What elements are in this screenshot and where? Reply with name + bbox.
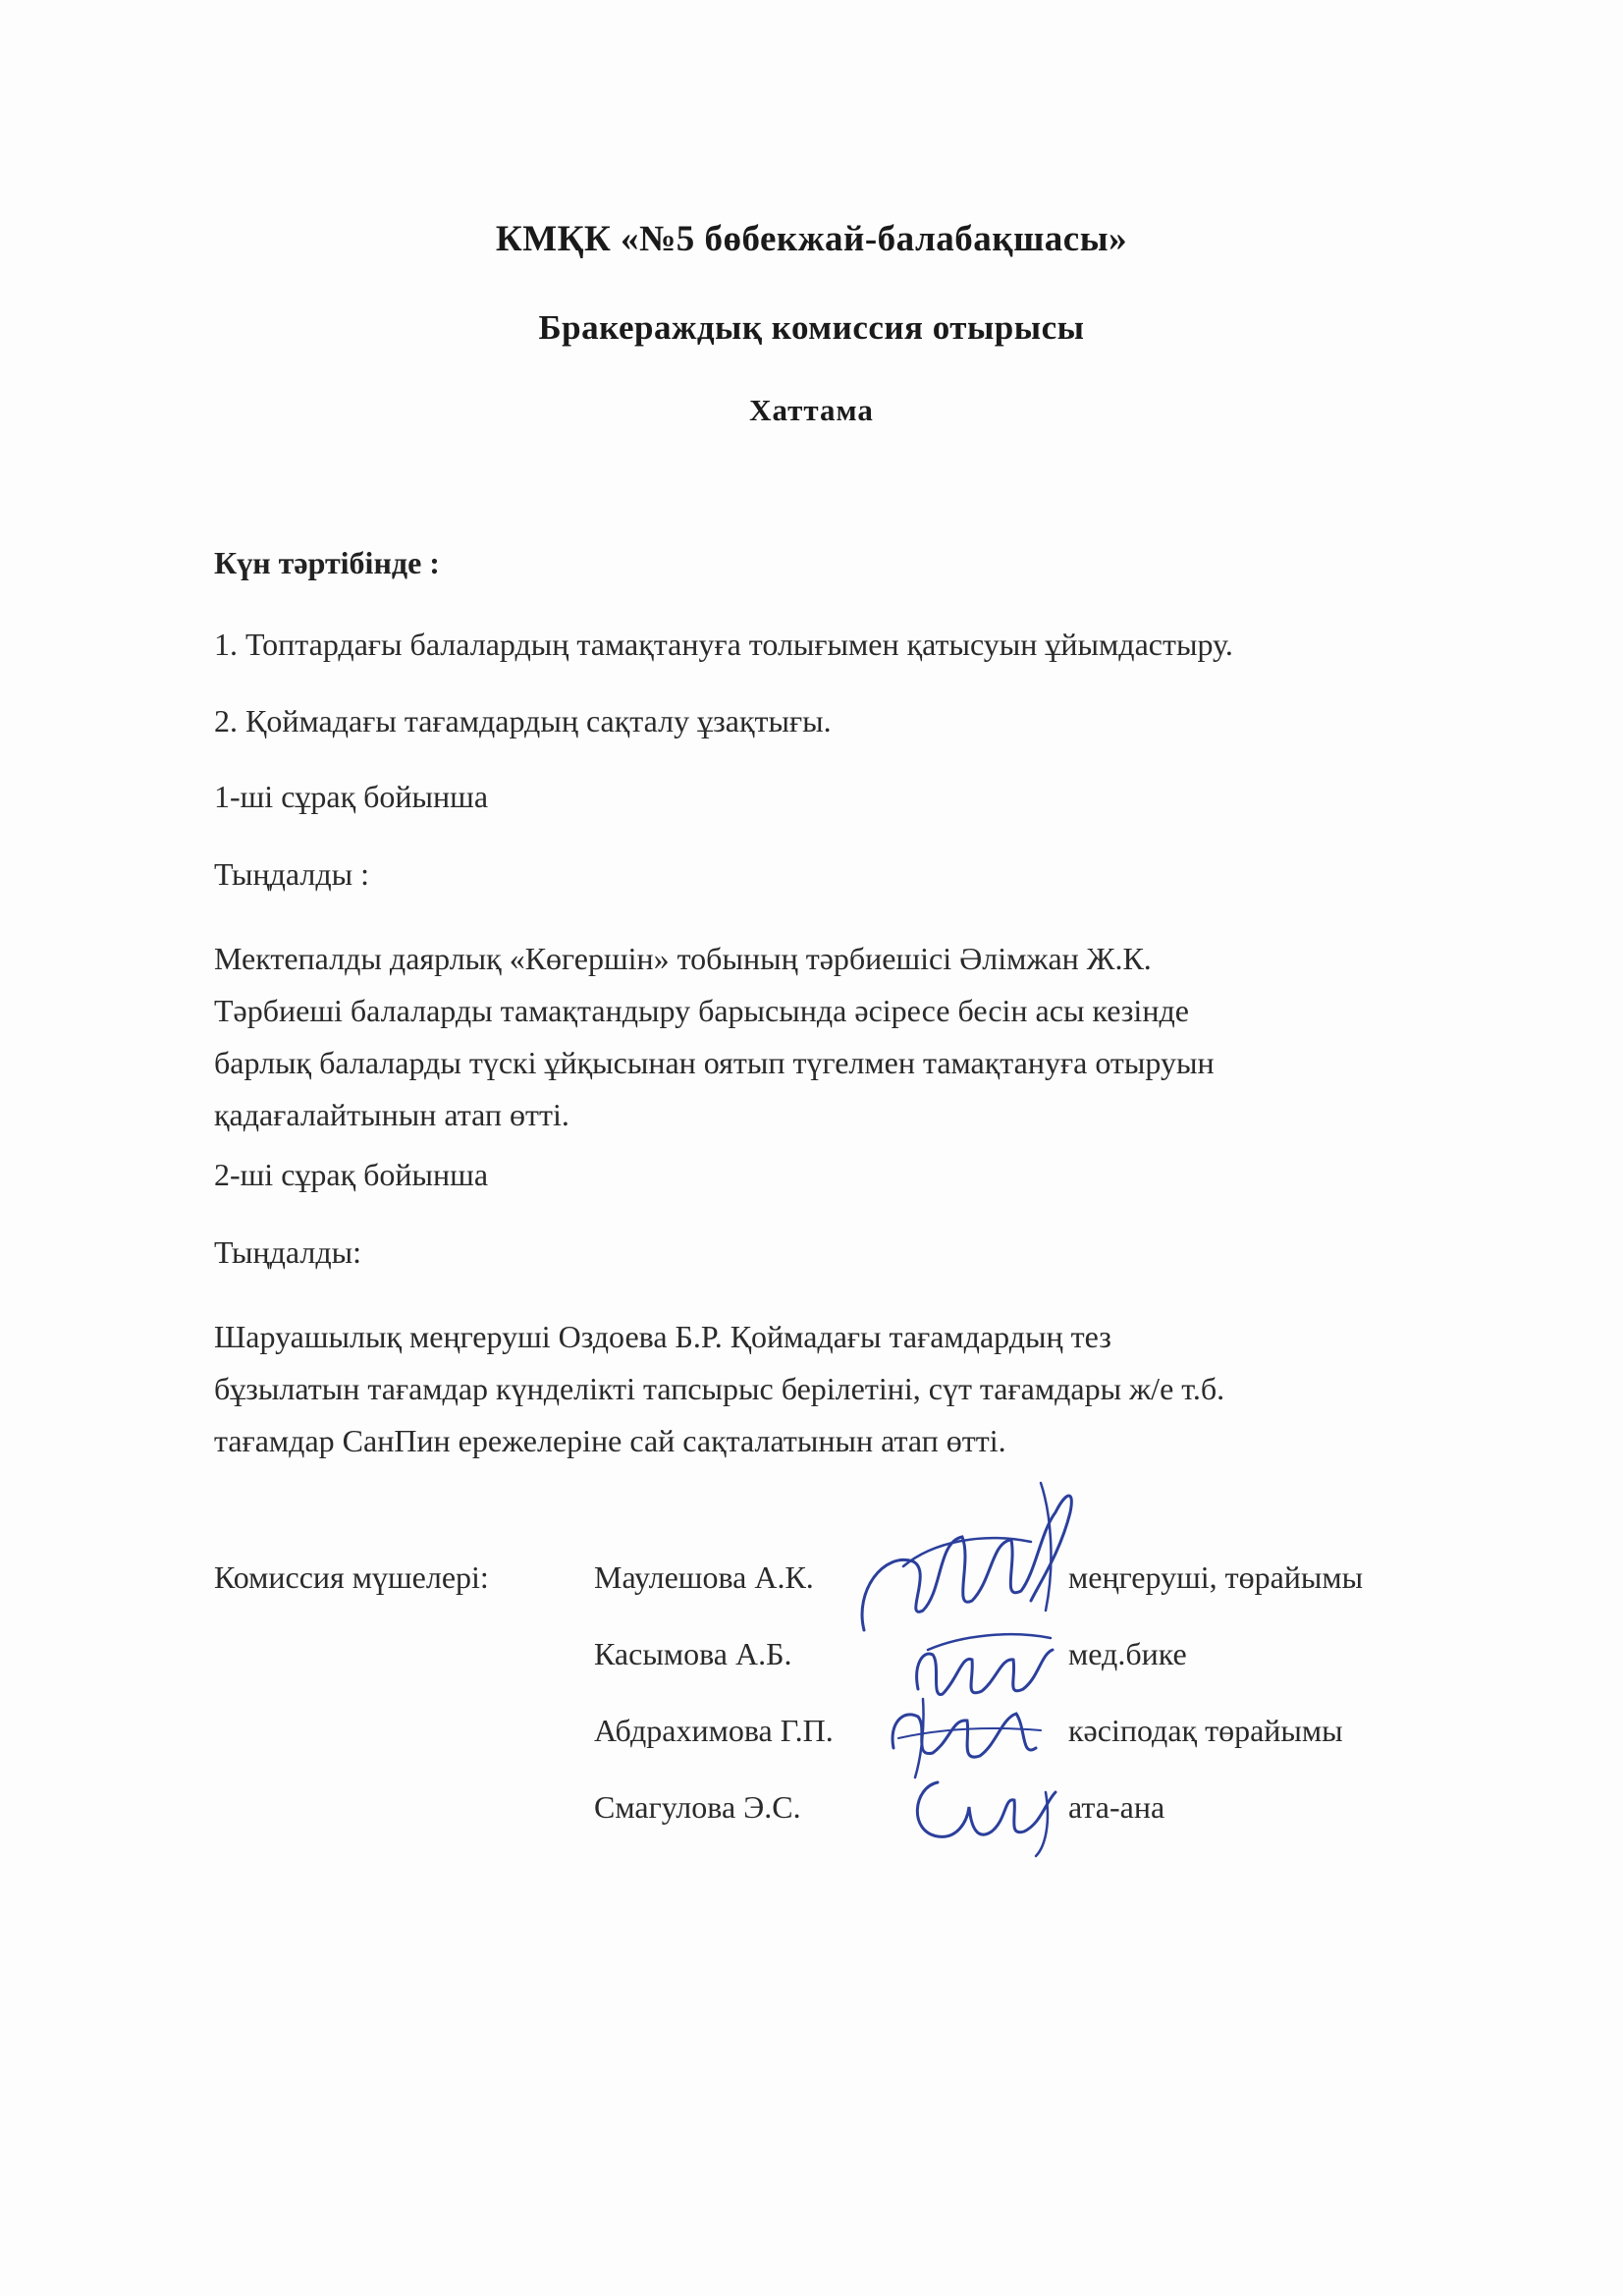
paragraph-line: қадағалайтынын атап өтті. xyxy=(214,1097,569,1132)
question-2-paragraph xyxy=(214,1311,1224,1467)
question-2-listened: Тыңдалды: xyxy=(214,1234,361,1270)
paragraph-line: Тәрбиеші балаларды тамақтандыру барысында әсіресе бесін асы кезінде xyxy=(214,993,1189,1028)
commission-members-label: Комиссия мүшелері: xyxy=(214,1559,489,1595)
member-role: мед.бике xyxy=(1068,1636,1187,1671)
member-role: меңгеруші, төрайымы xyxy=(1068,1559,1364,1595)
question-2-heading: 2-ші сұрақ бойынша xyxy=(214,1157,489,1192)
signature-4 xyxy=(898,1753,1075,1861)
agenda-item-1: 1. Топтардағы балалардың тамақтануға толығымен қатысуын ұйымдастыру. xyxy=(214,627,1233,662)
member-role: кәсіподақ төрайымы xyxy=(1068,1713,1343,1748)
commission-title: Бракераждық комиссия отырысы xyxy=(538,308,1085,347)
question-1-heading: 1-ші сұрақ бойынша xyxy=(214,779,489,814)
question-1-listened: Тыңдалды : xyxy=(214,856,369,892)
paragraph-line: Шаруашылық меңгеруші Оздоева Б.Р. Қоймадағы тағамдардың тез xyxy=(214,1319,1111,1354)
member-name: Абдрахимова Г.П. xyxy=(594,1713,834,1748)
agenda-heading: Күн тәртібінде : xyxy=(214,545,440,580)
organization-title: КМҚК «№5 бөбекжай-балабақшасы» xyxy=(495,219,1128,259)
paragraph-line: Мектепалды даярлық «Көгершін» тобының тәрбиешісі Әлімжан Ж.К. xyxy=(214,941,1152,976)
member-name: Маулешова А.К. xyxy=(594,1559,814,1595)
agenda-item-2: 2. Қоймадағы тағамдардың сақталу ұзақтығы. xyxy=(214,703,832,738)
member-name: Смагулова Э.С. xyxy=(594,1789,801,1825)
question-1-paragraph xyxy=(214,933,1215,1141)
member-role: ата-ана xyxy=(1068,1789,1165,1825)
document-type: Хаттама xyxy=(749,393,874,427)
paragraph-line: бұзылатын тағамдар күнделікті тапсырыс берілетіні, сүт тағамдары ж/е т.б. xyxy=(214,1371,1225,1406)
paragraph-line: барлық балаларды түскі ұйқысынан оятып түгелмен тамақтануға отыруын xyxy=(214,1045,1215,1080)
member-name: Касымова А.Б. xyxy=(594,1636,792,1671)
paragraph-line: тағамдар СанПин ережелеріне сай сақталатынын атап өтті. xyxy=(214,1423,1006,1458)
